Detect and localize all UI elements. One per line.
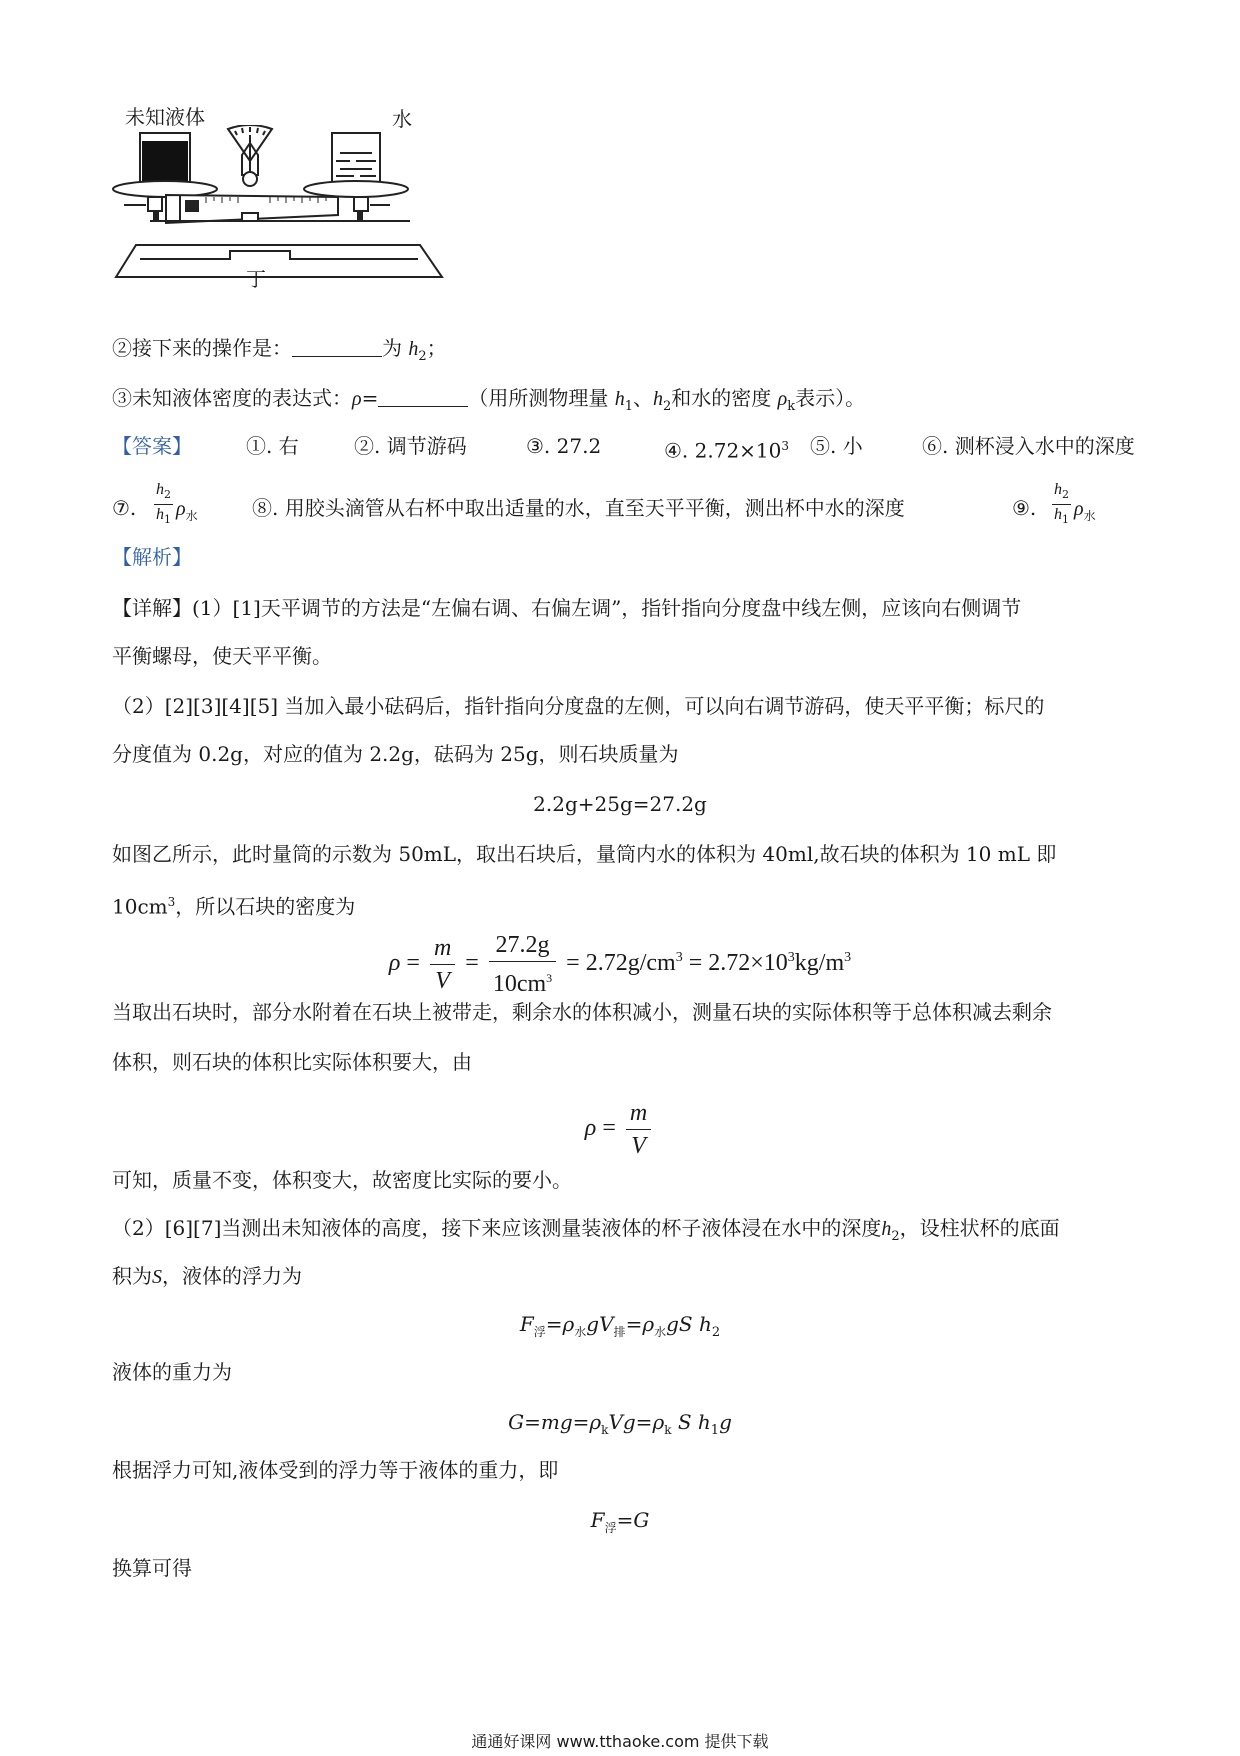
- equation-density: ρ = $\frac{m}{V}$ = $\frac{27.2g}{10cm^3}$ = $2.72g/cm^3 = 2.72\times 10^3kg/m^3$: [0, 920, 1240, 996]
- paragraph: 液体的重力为: [112, 1360, 232, 1384]
- paragraph: 平衡螺母，使天平平衡。: [112, 644, 332, 668]
- paragraph: 分度值为 0.2g，对应的值为 2.2g，砝码为 25g，则石块质量为: [112, 742, 679, 766]
- paragraph: （2）[2][3][4][5] 当加入最小砝码后，指针指向分度盘的左侧，可以向右调节游码，使天平平衡；标尺的: [112, 694, 1045, 718]
- equation-balance: $F_浮=G$: [590, 1508, 650, 1535]
- fraction-h2-h1: $\frac{h_2}{h_1}$: [156, 481, 171, 527]
- answer-line-2: ⑦. $\frac{h_2}{h_1}$ $\rho_水$ ⑧. 用胶头滴管从右杯中取出适量的水，直至天平平衡，测出杯中水的深度 ⑨. $\frac{h_2}{h_1}$ $\rho_水$: [112, 480, 1132, 536]
- paragraph: 如图乙所示，此时量筒的示数为 50mL，取出石块后，量筒内水的体积为 40ml,故石块的体积为 10 mL 即: [112, 842, 1057, 866]
- analysis-tag: 【解析】: [112, 545, 192, 569]
- answer-tag: 【答案】: [112, 434, 192, 458]
- paragraph: 积为S，液体的浮力为: [112, 1264, 302, 1288]
- figure-caption: 丁: [246, 267, 266, 291]
- paragraph: （2）[6][7]当测出未知液体的高度，接下来应该测量装液体的杯子液体浸在水中的深度$h_2$，设柱状杯的底面: [112, 1216, 1060, 1244]
- paragraph: 【详解】(1）[1]天平调节的方法是“左偏右调、右偏左调”，指针指向分度盘中线左侧，应该向右侧调节: [112, 596, 1022, 620]
- question-2: ②接下来的操作是： 为 $h_2$；: [112, 336, 447, 364]
- footer-watermark: 通通好课网 www.tthaoke.com 提供下载: [471, 1732, 769, 1751]
- equation-gravity: $G=mg=\rho_kVg=\rho_k$ S $h_1g$: [508, 1410, 732, 1438]
- paragraph: 体积，则石块的体积比实际体积要大，由: [112, 1050, 472, 1074]
- paragraph: $10cm^3$，所以石块的密度为: [112, 894, 356, 919]
- equation-buoyancy: $F_浮=\rho_水gV_排=\rho_水gS$ $h_2$: [519, 1312, 721, 1340]
- paragraph: 换算可得: [112, 1556, 192, 1580]
- question-3: ③未知液体密度的表达式：ρ= （用所测物理量 $h_1$、$h_2$和水的密度 $\rho_k$表示）。: [112, 386, 866, 414]
- equation-mass: 2.2g+25g=27.2g: [533, 792, 707, 816]
- water-label: 水: [392, 107, 412, 131]
- fraction-h2-h1: $\frac{h_2}{h_1}$: [1054, 481, 1069, 527]
- balance-drawing: [110, 125, 450, 315]
- balance-figure: [110, 95, 450, 315]
- paragraph: 可知，质量不变，体积变大，故密度比实际的要小。: [112, 1168, 572, 1192]
- unknown-liquid-label: 未知液体: [125, 105, 205, 129]
- answer-blank: [292, 338, 382, 357]
- paragraph: 当取出石块时，部分水附着在石块上被带走，剩余水的体积减小，测量石块的实际体积等于总体积减去剩余: [112, 1000, 1052, 1024]
- paragraph: 根据浮力可知,液体受到的浮力等于液体的重力，即: [112, 1458, 559, 1482]
- equation-rho-m-v: ρ = $\frac{m}{V}$: [0, 1092, 1240, 1164]
- answer-blank: [378, 388, 468, 407]
- answer-line-1: 【答案】 ①. 右 ②. 调节游码 ③. 27.2 ④. $2.72\times 10^3$ ⑤. 小 ⑥. 测杯浸入水中的深度: [112, 434, 1135, 463]
